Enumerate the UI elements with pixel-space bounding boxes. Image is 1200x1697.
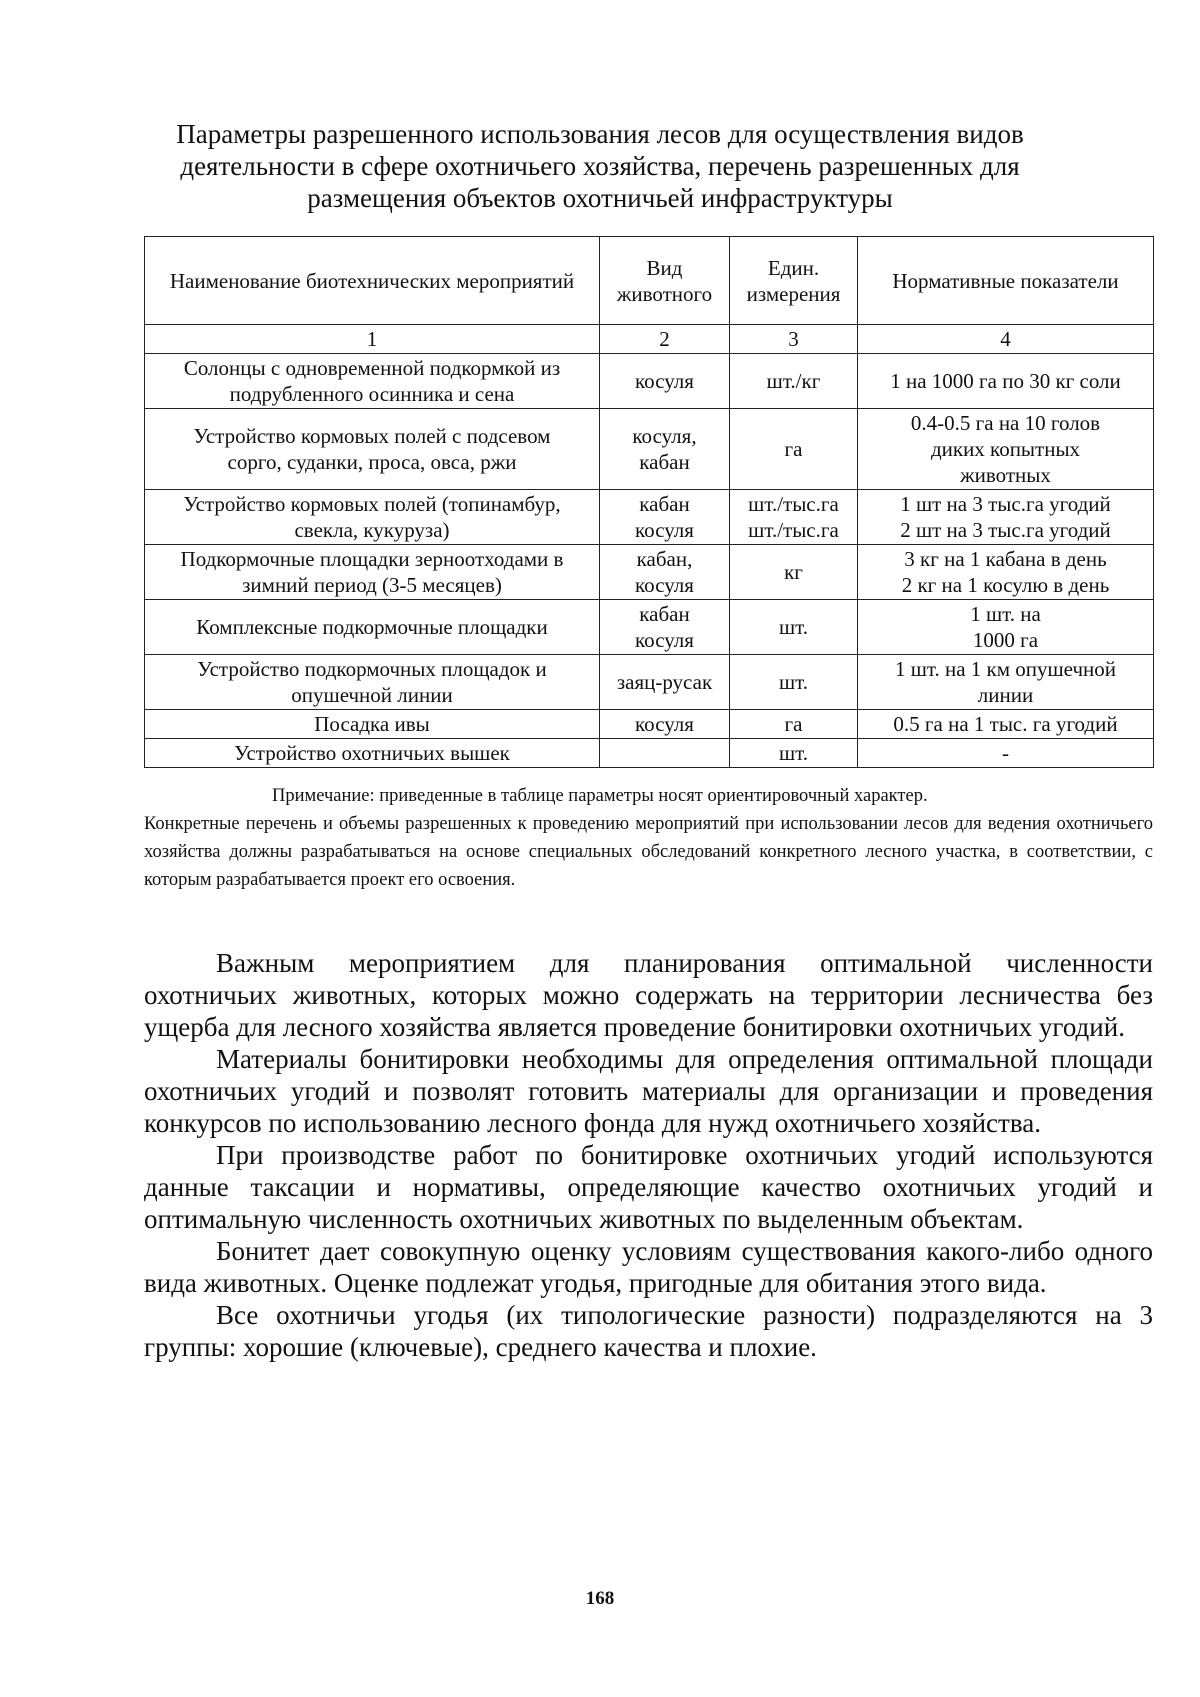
animal-cell: косуля, кабан [600,409,730,490]
body-text [144,947,1153,1363]
table-row [145,409,1154,490]
unit-cell: шт. [730,739,858,768]
table-row [145,600,1154,655]
animal-cell: заяц-русак [600,655,730,710]
table-row [145,354,1154,409]
table-body [145,354,1154,768]
title-line: размещения объектов охотничьей инфраструктуры [307,183,893,213]
norm-cell: - [858,739,1154,768]
biotechnical-measures-table [144,236,1154,768]
animal-cell [600,739,730,768]
title-line: Параметры разрешенного использования лесов для осуществления видов [176,119,1024,149]
paragraph: Бонитет дает совокупную оценку условиям существования какого-либо одного вида животных. Оценке подлежат угодья, пригодные для обитания этого вида. [144,1236,1153,1298]
header-unit: Един. измерения [730,237,858,325]
header-animal: Вид животного [600,237,730,325]
header-norm: Нормативные показатели [858,237,1154,325]
norm-cell: 1 на 1000 га по 30 кг соли [858,354,1154,409]
paragraph: Все охотничьи угодья (их типологические разности) подразделяются на 3 группы: хорошие (ключевые), среднего качества и плохие. [144,1300,1153,1362]
column-number: 1 [145,325,600,354]
unit-cell: га [730,710,858,739]
table-head [145,237,1154,354]
note-text: Конкретные перечень и объемы разрешенных к проведению мероприятий при использовании лесов для ведения охотничьего хозяйства должны разрабатываться на основе специальных обследований конкретного лесного участка, в соответствии, с которым разрабатывается проект его освоения. [144,814,1153,890]
animal-cell: кабан косуля [600,600,730,655]
measure-cell: Устройство кормовых полей с подсевом сорго, суданки, проса, овса, ржи [145,409,600,490]
measure-cell: Солонцы с одновременной подкормкой из подрубленного осинника и сена [145,354,600,409]
paragraph: Важным мероприятием для планирования оптимальной численности охотничьих животных, которых можно содержать на территории лесничества без ущерба для лесного хозяйства является проведение бонитировки охотничьих угодий. [144,948,1153,1042]
unit-cell: га [730,409,858,490]
animal-cell: кабан косуля [600,490,730,545]
unit-cell: шт./кг [730,354,858,409]
unit-cell: шт. [730,600,858,655]
title-line: деятельности в сфере охотничьего хозяйства, перечень разрешенных для [180,151,1020,181]
paragraph: При производстве работ по бонитировке охотничьих угодий используются данные таксации и нормативы, определяющие качество охотничьих угодий и оптимальную численность охотничьих животных по выделенным объектам. [144,1140,1153,1234]
norm-cell: 1 шт на 3 тыс.га угодий 2 шт на 3 тыс.га угодий [858,490,1154,545]
note-first-line: Примечание: приведенные в таблице параметры носят ориентировочный характер. [272,786,928,806]
page-title [150,118,1050,214]
paragraph: Материалы бонитировки необходимы для определения оптимальной площади охотничьих угодий и позволят готовить материалы для организации и проведения конкурсов по использованию лесного фонда для нужд охотничьего хозяйства. [144,1044,1153,1138]
header-measure: Наименование биотехнических мероприятий [145,237,600,325]
unit-cell: шт./тыс.га шт./тыс.га [730,490,858,545]
table-row [145,739,1154,768]
animal-cell: косуля [600,710,730,739]
column-number: 4 [858,325,1154,354]
measure-cell: Посадка ивы [145,710,600,739]
measure-cell: Устройство подкормочных площадок и опушечной линии [145,655,600,710]
norm-cell: 0.4-0.5 га на 10 голов диких копытных животных [858,409,1154,490]
measure-cell: Комплексные подкормочные площадки [145,600,600,655]
animal-cell: косуля [600,354,730,409]
measure-cell: Подкормочные площадки зерноотходами в зимний период (3-5 месяцев) [145,545,600,600]
table-row [145,710,1154,739]
unit-cell: шт. [730,655,858,710]
norm-cell: 0.5 га на 1 тыс. га угодий [858,710,1154,739]
unit-cell: кг [730,545,858,600]
measure-cell: Устройство охотничьих вышек [145,739,600,768]
table-number-row [145,325,1154,354]
norm-cell: 1 шт. на 1000 га [858,600,1154,655]
norm-cell: 1 шт. на 1 км опушечной линии [858,655,1154,710]
table-note [144,782,1153,894]
table-header-row [145,237,1154,325]
column-number: 3 [730,325,858,354]
norm-cell: 3 кг на 1 кабана в день 2 кг на 1 косулю в день [858,545,1154,600]
table-row [145,490,1154,545]
column-number: 2 [600,325,730,354]
animal-cell: кабан, косуля [600,545,730,600]
page-number: 168 [585,1588,615,1609]
measure-cell: Устройство кормовых полей (топинамбур, свекла, кукуруза) [145,490,600,545]
table-row [145,545,1154,600]
table-row [145,655,1154,710]
